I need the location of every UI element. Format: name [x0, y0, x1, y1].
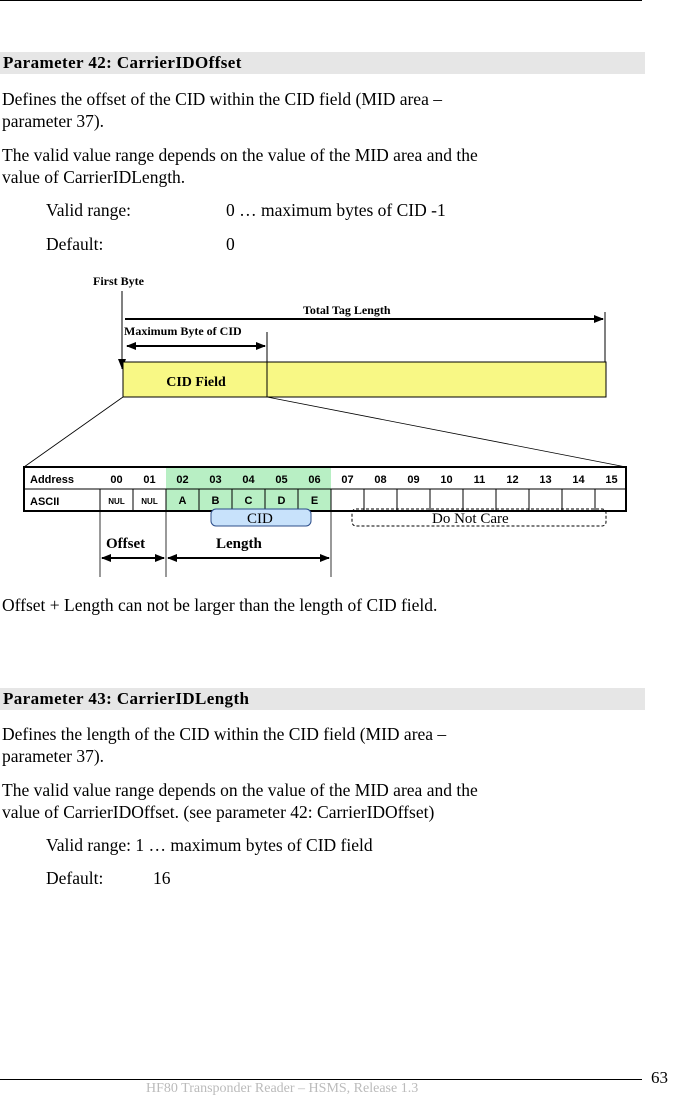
section-42-para1-line1: Defines the offset of the CID within the CID field (MID area – — [2, 89, 442, 109]
section-43-title: Parameter 43: CarrierIDLength — [3, 689, 250, 708]
address-cell: 04 — [242, 474, 255, 486]
ascii-cell: NUL — [141, 497, 158, 506]
address-cell: 01 — [143, 474, 156, 486]
section-42-para1-line2: parameter 37). — [2, 111, 105, 131]
section-43-valid-range: Valid range: 1 … maximum bytes of CID field — [46, 835, 373, 855]
cid-field-label: CID Field — [166, 375, 226, 390]
default-value: 0 — [226, 234, 235, 254]
address-cell: 11 — [473, 474, 486, 486]
first-byte-label: First Byte — [93, 274, 144, 288]
length-label: Length — [216, 536, 262, 552]
address-cell: 07 — [341, 474, 354, 486]
default-label: Default: — [46, 234, 104, 254]
address-cell: 03 — [209, 474, 222, 486]
section-43-default-value: 16 — [153, 868, 171, 888]
ascii-cell: C — [244, 495, 253, 507]
address-cell: 14 — [572, 474, 585, 486]
cid-box-label: CID — [247, 511, 273, 527]
ascii-row-label: ASCII — [30, 496, 60, 508]
address-values — [110, 474, 617, 486]
address-cell: 08 — [374, 474, 387, 486]
page-number: 63 — [651, 1068, 668, 1087]
footer-text: HF80 Transponder Reader – HSMS, Release 1.3 — [146, 1081, 419, 1096]
section-43-default-label: Default: — [46, 868, 104, 888]
ascii-cell: NUL — [108, 497, 125, 506]
address-cell: 09 — [407, 474, 420, 486]
ascii-cell: D — [277, 495, 286, 507]
address-table — [24, 467, 626, 511]
address-cell: 02 — [176, 474, 189, 486]
section-42-para2-line1: The valid value range depends on the value of the MID area and the — [2, 145, 478, 165]
address-cell: 10 — [440, 474, 453, 486]
zoom-line-left — [24, 397, 123, 467]
ascii-cell: E — [310, 495, 319, 507]
section-42-title: Parameter 42: CarrierIDOffset — [3, 53, 242, 72]
address-cell: 00 — [110, 474, 123, 486]
ascii-cell: A — [178, 495, 187, 507]
address-row-label: Address — [30, 474, 75, 486]
top-rule — [0, 0, 642, 1]
total-tag-length-label: Total Tag Length — [303, 303, 391, 317]
footer-rule — [0, 1079, 642, 1080]
cid-offset-diagram — [0, 262, 675, 582]
section-43-para1-line2: parameter 37). — [2, 746, 105, 766]
address-cell: 12 — [506, 474, 519, 486]
valid-range-label: Valid range: — [46, 200, 132, 220]
maximum-byte-label: Maximum Byte of CID — [124, 324, 242, 338]
section-42-para2-line2: value of CarrierIDLength. — [2, 167, 186, 187]
section-43-para1-line1: Defines the length of the CID within the CID field (MID area – — [2, 724, 447, 744]
address-cell: 05 — [275, 474, 288, 486]
valid-range-value: 0 … maximum bytes of CID -1 — [226, 200, 446, 220]
do-not-care-label: Do Not Care — [432, 511, 509, 527]
section-43-para2-line2: value of CarrierIDOffset. (see parameter 42: CarrierIDOffset) — [2, 802, 435, 822]
address-cell: 15 — [605, 474, 618, 486]
address-cell: 13 — [539, 474, 552, 486]
ascii-cell: B — [211, 495, 220, 507]
section-43-para2-line1: The valid value range depends on the value of the MID area and the — [2, 780, 478, 800]
address-cell: 06 — [308, 474, 321, 486]
offset-label: Offset — [106, 536, 146, 552]
zoom-line-right — [267, 397, 626, 467]
section-42-note: Offset + Length can not be larger than the length of CID field. — [2, 595, 438, 615]
